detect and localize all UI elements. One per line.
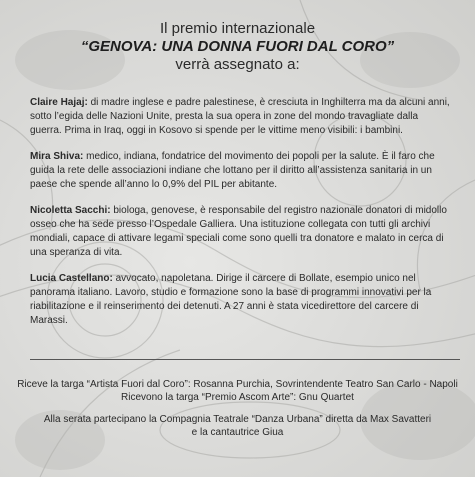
recipient-bio [30,96,452,138]
footer-line-ascom-award: Ricevono la targa “Premio Ascom Arte”: Gnu Quartet [121,392,354,403]
recipient-description: avvocato, napoletana. Dirige il carcere di Bollate, esempio unico nel panorama italiano. Lavoro, studio e formazione sono la base di programmi innovativi per la riabilitazione e il reinserimento dei detenuti. A 27 anni è stata vicedirettore del carcere di Marassi. [30,273,432,326]
recipient-name: Nicoletta Sacchi: [30,205,111,216]
recipient-name: Claire Hajaj: [30,97,88,108]
recipients-list [30,96,452,340]
recipient-description: medico, indiana, fondatrice del movimento dei popoli per la salute. È il faro che guida la rete delle associazioni indiane che lottano per il diritto all’assistenza sanitaria in un paese che spende all’anno lo 0,9% del PIL per abitante. [30,151,435,190]
recipient-description: di madre inglese e padre palestinese, è cresciuta in Inghilterra ma da alcuni anni, sotto l’egida delle Nazioni Unite, presta la sua opera in zone del mondo travagliate dalla guerra. Prima in Iraq, oggi in Kosovo si spende per le vittime meno visibili: i bambini. [30,97,450,136]
recipient-name: Lucia Castellano: [30,273,113,284]
footer-line-participants: Alla serata partecipano la Compagnia Teatrale “Danza Urbana” diretta da Max Savatteri [43,414,432,425]
award-title: “GENOVA: UNA DONNA FUORI DAL CORO” [80,38,395,55]
footer-spacer [0,404,475,413]
award-header [0,20,475,74]
footer-notes [0,378,475,439]
award-subtitle: verrà assegnato a: [175,56,300,73]
recipient-description: biologa, genovese, è responsabile del registro nazionale donatori di midollo osseo che ha sede presso l’Ospedale Galliera. Una istituzione collegata con tutti gli archivi mondiali, capace di attivare legami speciali come sono quelli tra donatore e malato in cerca di una speranza di vita. [30,205,447,258]
recipient-bio [30,204,452,260]
footer-line-artist-award: Riceve la targa “Artista Fuori dal Coro”: Rosanna Purchia, Sovrintendente Teatro San Carlo - Napoli [17,379,458,390]
divider [30,359,460,360]
recipient-bio [30,150,452,192]
footer-line-singer: e la cantautrice Giua [191,427,284,438]
recipient-bio [30,272,452,328]
award-intro-text: Il premio internazionale [159,20,316,37]
recipient-name: Mira Shiva: [30,151,84,162]
